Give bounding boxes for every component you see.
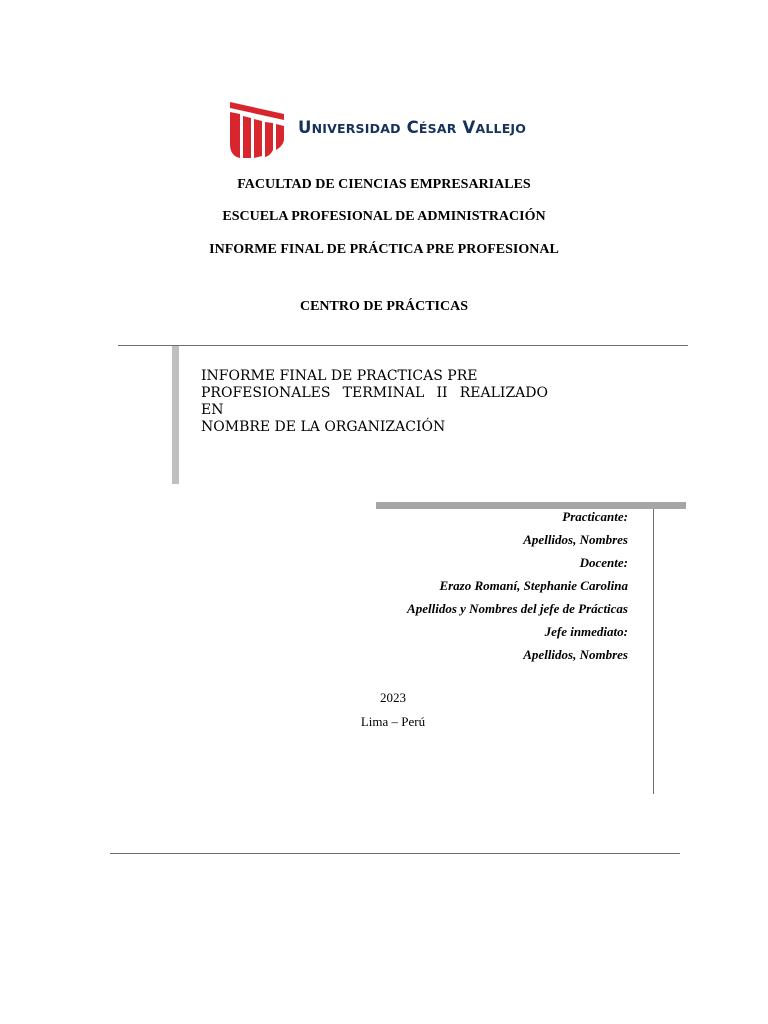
docente-label: Docente: — [579, 555, 628, 570]
info-right-rule — [653, 509, 654, 794]
university-shield-icon — [228, 100, 286, 160]
docente-value: Erazo Romaní, Stephanie Carolina — [439, 578, 628, 593]
bottom-divider — [110, 853, 680, 854]
practicante-value: Apellidos, Nombres — [523, 532, 628, 547]
report-heading: INFORME FINAL DE PRÁCTICA PRE PROFESIONAL — [209, 242, 559, 257]
jefe-label: Jefe inmediato: — [544, 624, 628, 639]
practicante-label: Practicante: — [562, 509, 628, 524]
author-info — [407, 505, 628, 666]
year: 2023 — [380, 690, 406, 705]
school-heading: ESCUELA PROFESIONAL DE ADMINISTRACIÓN — [222, 209, 546, 224]
report-title-line: INFORME FINAL DE PRACTICAS PRE — [201, 368, 478, 384]
jefe-practicas-note: Apellidos y Nombres del jefe de Prácticas — [407, 601, 628, 616]
practice-center-heading: CENTRO DE PRÁCTICAS — [299, 299, 469, 314]
title-accent-bar — [172, 346, 179, 484]
jefe-value: Apellidos, Nombres — [523, 647, 628, 662]
university-name: UNIVERSIDAD CÉSAR VALLEJO — [298, 118, 527, 137]
faculty-heading: FACULTAD DE CIENCIAS EMPRESARIALES — [237, 177, 531, 192]
report-title-line: PROFESIONALES TERMINAL II REALIZADO EN — [201, 385, 548, 418]
report-title-line: NOMBRE DE LA ORGANIZACIÓN — [201, 419, 446, 435]
place: Lima – Perú — [360, 714, 426, 729]
report-title — [201, 368, 548, 436]
university-logo — [228, 100, 568, 162]
top-divider — [118, 345, 688, 346]
